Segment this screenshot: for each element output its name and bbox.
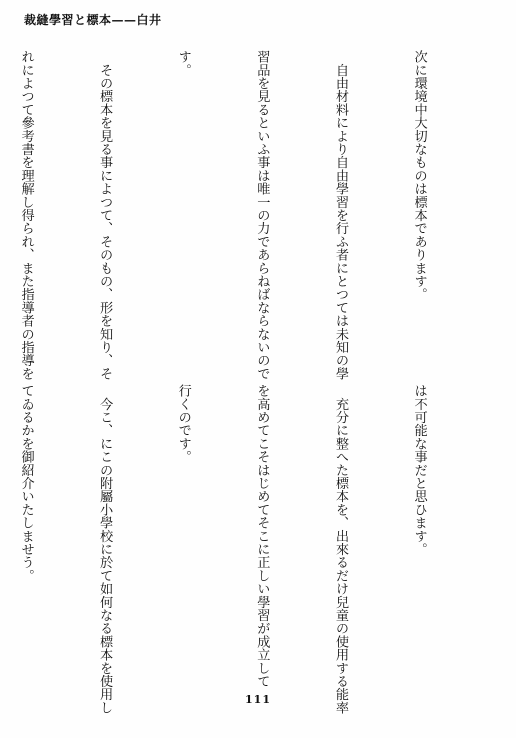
text-line: れによつて參考書を理解し得られ、また指導者の指導を xyxy=(18,50,34,380)
page-number: 111 xyxy=(245,693,271,706)
text-line: す。 xyxy=(175,50,191,77)
text-line: 充分に整へた標本を、出來るだけ兒童の使用する能率 xyxy=(332,384,348,714)
text-line: 今こ、にこの附屬小學校に於て如何なる標本を使用し xyxy=(97,384,113,714)
text-line: を高めてこそはじめてそこに正しい學習が成立して xyxy=(254,384,270,688)
text-line: その標本を見る事によつて、そのもの、形を知り、そ xyxy=(97,50,113,380)
text-line: 習品を見るといふ事は唯一の力であらねばならないので xyxy=(254,50,270,380)
text-line: 行くのです。 xyxy=(175,384,191,464)
text-line: 次に環境中大切なものは標本であります。 xyxy=(411,50,427,301)
upper-text-block xyxy=(0,50,484,380)
running-head: 裁縫學習と標本——白井 xyxy=(24,13,162,27)
text-line: 自由材料により自由學習を行ふ者にとつては未知の學 xyxy=(332,50,348,380)
text-line: てゐるかを御紹介いたしませう。 xyxy=(18,384,34,582)
text-line: は不可能な事だと思ひます。 xyxy=(411,384,427,556)
